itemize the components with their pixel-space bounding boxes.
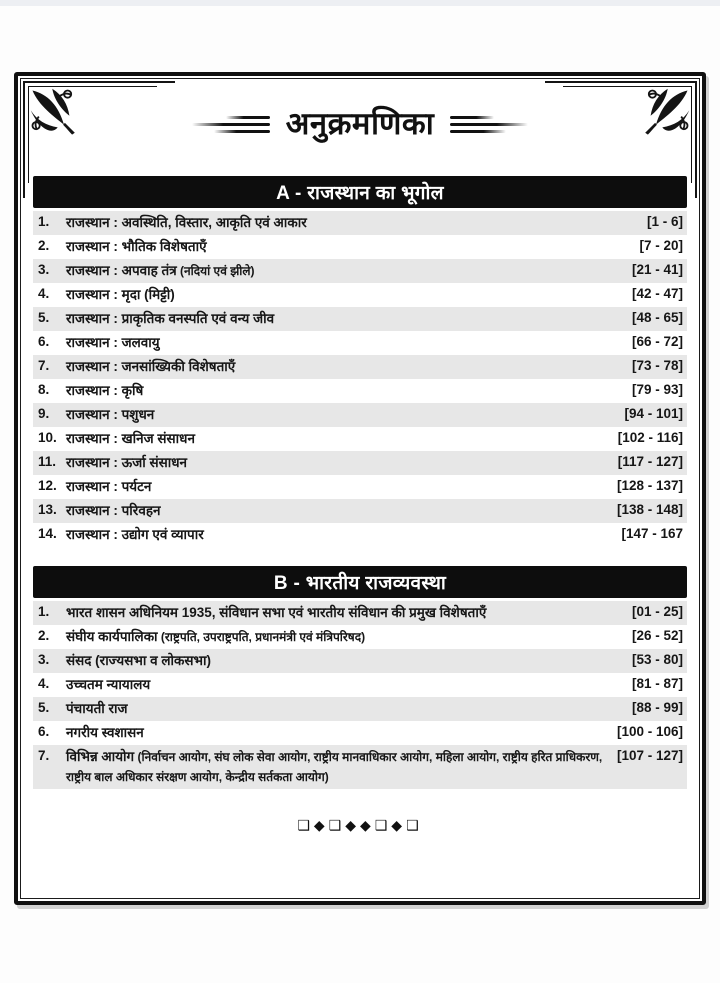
item-title: राजस्थान : जलवायु xyxy=(66,335,160,350)
item-title-cell xyxy=(66,651,632,671)
item-title-cell xyxy=(66,237,639,257)
item-number: 4. xyxy=(38,286,50,301)
item-title: संघीय कार्यपालिका xyxy=(66,629,158,644)
item-title: राजस्थान : ऊर्जा संसाधन xyxy=(66,455,188,470)
item-title: राजस्थान : मृदा (मिट्टी) xyxy=(66,287,175,302)
toc-frame xyxy=(14,72,706,905)
toc-row xyxy=(33,427,687,451)
item-title: राजस्थान : कृषि xyxy=(66,383,144,398)
section-items xyxy=(33,601,687,789)
item-pages: [1 - 6] xyxy=(646,214,683,229)
item-number: 4. xyxy=(38,676,50,691)
item-pages: [79 - 93] xyxy=(631,382,683,397)
toc-row xyxy=(33,403,687,427)
title-speedlines-left-icon xyxy=(192,116,270,133)
toc-row xyxy=(33,379,687,403)
toc-row xyxy=(33,451,687,475)
item-title-cell xyxy=(66,381,632,401)
item-title: नगरीय स्वशासन xyxy=(66,725,144,740)
item-number: 5. xyxy=(38,310,50,325)
item-note: (नदियां एवं झीले) xyxy=(176,264,255,278)
item-pages: [128 - 137] xyxy=(616,478,683,493)
section-header-bar xyxy=(33,566,687,598)
toc-row xyxy=(33,523,687,547)
item-title-cell xyxy=(66,333,632,353)
section-label: A - राजस्थान का भूगोल xyxy=(276,183,444,204)
item-title-cell xyxy=(66,477,617,497)
toc-row xyxy=(33,499,687,523)
item-title: राजस्थान : अवस्थिति, विस्तार, आकृति एवं आकार xyxy=(66,215,307,230)
item-pages: [81 - 87] xyxy=(631,676,683,691)
toc-row xyxy=(33,235,687,259)
item-pages: [100 - 106] xyxy=(616,724,683,739)
item-number: 11. xyxy=(38,454,57,469)
item-title-cell xyxy=(66,627,632,647)
item-pages: [53 - 80] xyxy=(631,652,683,667)
item-number: 13. xyxy=(38,502,57,517)
item-number: 7. xyxy=(38,358,50,373)
item-title-cell xyxy=(66,603,632,623)
item-title-cell xyxy=(66,453,618,473)
toc-row xyxy=(33,331,687,355)
toc-row xyxy=(33,649,687,673)
item-title-cell xyxy=(66,405,624,425)
toc-row xyxy=(33,355,687,379)
item-title-cell xyxy=(66,285,632,305)
item-title-cell xyxy=(66,675,632,695)
item-title: राजस्थान : भौतिक विशेषताएँ xyxy=(66,239,207,254)
item-number: 6. xyxy=(38,334,50,349)
item-number: 3. xyxy=(38,262,50,277)
section-items xyxy=(33,211,687,547)
item-title: राजस्थान : पर्यटन xyxy=(66,479,152,494)
item-title: विभिन्न आयोग xyxy=(66,749,135,764)
toc-section xyxy=(33,176,687,547)
toc-row xyxy=(33,307,687,331)
toc-row xyxy=(33,601,687,625)
toc-row xyxy=(33,625,687,649)
item-pages: [26 - 52] xyxy=(631,628,683,643)
item-title: राजस्थान : खनिज संसाधन xyxy=(66,431,195,446)
item-title-cell xyxy=(66,261,632,281)
toc-section xyxy=(33,566,687,789)
section-label: B - भारतीय राजव्यवस्था xyxy=(273,573,447,594)
item-number: 14. xyxy=(38,526,57,541)
item-number: 1. xyxy=(38,604,50,619)
item-title: राजस्थान : परिवहन xyxy=(66,503,161,518)
item-title: भारत शासन अधिनियम 1935, संविधान सभा एवं भारतीय संविधान की प्रमुख विशेषताएँ xyxy=(66,605,487,620)
frame-content xyxy=(18,76,702,901)
item-number: 9. xyxy=(38,406,50,421)
item-number: 10. xyxy=(38,430,57,445)
item-number: 1. xyxy=(38,214,50,229)
section-header-bar xyxy=(33,176,687,208)
item-title: राजस्थान : प्राकृतिक वनस्पति एवं वन्य जीव xyxy=(66,311,275,326)
item-title-cell xyxy=(66,699,632,719)
item-number: 6. xyxy=(38,724,50,739)
item-title: पंचायती राज xyxy=(66,701,128,716)
item-title-cell xyxy=(66,525,621,545)
item-title-cell xyxy=(66,747,617,787)
item-number: 2. xyxy=(38,628,50,643)
item-title-cell xyxy=(66,723,617,743)
top-strip xyxy=(0,0,720,6)
toc-row xyxy=(33,283,687,307)
item-title: राजस्थान : जनसांख्यिकी विशेषताएँ xyxy=(66,359,236,374)
item-pages: [138 - 148] xyxy=(616,502,683,517)
item-number: 3. xyxy=(38,652,50,667)
item-title-cell xyxy=(66,501,617,521)
item-pages: [117 - 127] xyxy=(617,454,683,469)
sections xyxy=(33,176,687,789)
item-note: (राष्ट्रपति, उपराष्ट्रपति, प्रधानमंत्री एवं मंत्रिपरिषद) xyxy=(157,630,366,644)
item-pages: [7 - 20] xyxy=(639,238,683,253)
item-number: 5. xyxy=(38,700,50,715)
page-title-row xyxy=(33,104,687,144)
item-pages: [102 - 116] xyxy=(617,430,683,445)
item-title-cell xyxy=(66,309,632,329)
item-pages: [88 - 99] xyxy=(631,700,683,715)
item-pages: [107 - 127] xyxy=(616,748,683,763)
item-title: राजस्थान : पशुधन xyxy=(66,407,155,422)
item-pages: [42 - 47] xyxy=(631,286,683,301)
toc-row xyxy=(33,697,687,721)
title-speedlines-right-icon xyxy=(450,116,528,133)
item-pages: [01 - 25] xyxy=(631,604,683,619)
item-pages: [94 - 101] xyxy=(624,406,683,421)
item-number: 2. xyxy=(38,238,50,253)
toc-row xyxy=(33,475,687,499)
toc-row xyxy=(33,211,687,235)
item-pages: [66 - 72] xyxy=(631,334,683,349)
item-title: राजस्थान : अपवाह तंत्र xyxy=(66,263,177,278)
item-title-cell xyxy=(66,429,618,449)
toc-row xyxy=(33,721,687,745)
item-pages: [48 - 65] xyxy=(631,310,683,325)
item-title: राजस्थान : उद्योग एवं व्यापार xyxy=(66,527,204,542)
item-title: उच्चतम न्यायालय xyxy=(66,677,151,692)
item-title: संसद (राज्यसभा व लोकसभा) xyxy=(66,653,211,668)
item-pages: [147 - 167 xyxy=(621,526,683,541)
item-number: 8. xyxy=(38,382,50,397)
item-title-cell xyxy=(66,213,647,233)
page-title: अनुक्रमणिका xyxy=(285,106,435,141)
item-title-cell xyxy=(66,357,632,377)
item-number: 12. xyxy=(38,478,57,493)
footer-ornament: ❑◆❑◆◆❑◆❑ xyxy=(297,817,423,833)
toc-row xyxy=(33,745,687,789)
item-pages: [73 - 78] xyxy=(631,358,683,373)
item-note: (निर्वाचन आयोग, संघ लोक सेवा आयोग, राष्ट्रीय मानवाधिकार आयोग, महिला आयोग, राष्ट्रीय हरित प्राधिकरण, राष्ट्रीय बाल अधिकार संरक्षण आयोग, केन्द्रीय सर्तकता आयोग) xyxy=(66,750,603,784)
toc-row xyxy=(33,259,687,283)
toc-row xyxy=(33,673,687,697)
item-number: 7. xyxy=(38,748,50,763)
item-pages: [21 - 41] xyxy=(631,262,683,277)
